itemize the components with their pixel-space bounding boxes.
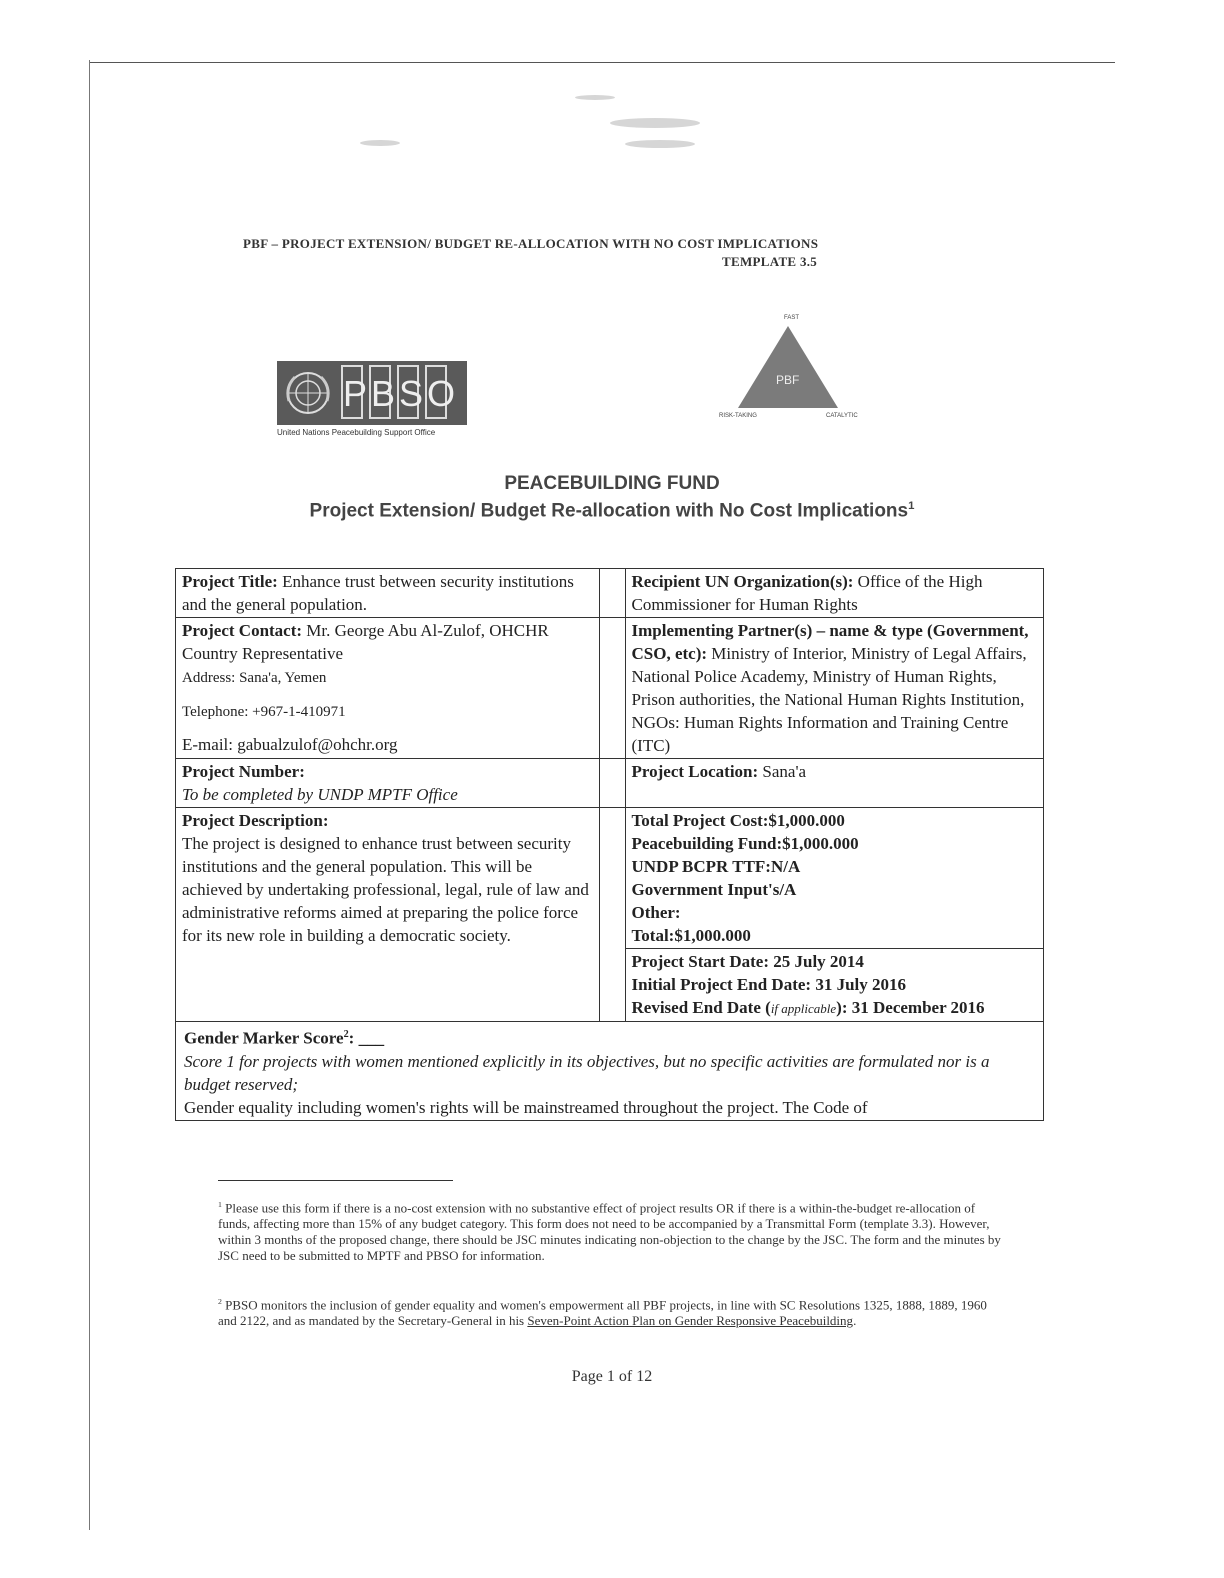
footnote-2-text: PBSO monitors the inclusion of gender equality and women's empowerment all PBF projects, in line with SC Resolutions 1325, 1888, 1889, 1960 and 2122, and as mandated by the Secretary-General in his <box>218 1297 987 1329</box>
document-subtitle-text: Project Extension/ Budget Re-allocation with No Cost Implications <box>309 500 909 522</box>
project-number-label: Project Number: <box>182 762 305 781</box>
recipient-cell <box>625 569 1044 618</box>
contact-address: Address: Sana'a, Yemen <box>182 670 327 686</box>
pbf-logo <box>716 315 866 423</box>
column-spacer <box>599 808 625 1022</box>
project-location-value: Sana'a <box>758 762 807 781</box>
peacebuilding-fund-amount: Peacebuilding Fund:$1,000.000 <box>631 834 859 853</box>
project-number-cell <box>176 759 600 808</box>
project-location-cell <box>625 759 1044 808</box>
pbf-label-left: RISK-TAKING <box>719 413 757 419</box>
document-title: PEACEBUILDING FUND <box>504 473 720 494</box>
project-start-date: Project Start Date: 25 July 2014 <box>631 952 864 971</box>
action-plan-link[interactable]: Seven-Point Action Plan on Gender Responsive Peacebuilding <box>527 1313 854 1329</box>
undp-bcpr-ttf: UNDP BCPR TTF:N/A <box>631 857 801 876</box>
project-contact-cell <box>176 618 600 759</box>
footnote-ref-2: 2 <box>343 1029 349 1040</box>
implementing-partners-label: Implementing Partner(s) – name & type (Government, CSO, etc): <box>631 621 1029 663</box>
scan-left-margin-line <box>89 60 90 1530</box>
table-row <box>176 808 1044 949</box>
government-input: Government Input's/A <box>631 880 797 899</box>
scan-speck <box>610 118 700 128</box>
footnote-ref-1: 1 <box>908 500 915 512</box>
contact-email: E-mail: gabualzulof@ohchr.org <box>182 735 398 754</box>
project-number-value: To be completed by UNDP MPTF Office <box>182 785 458 804</box>
initial-end-date: Initial Project End Date: 31 July 2016 <box>631 975 907 994</box>
recipient-value: Office of the High Commissioner for Human Rights <box>631 572 983 614</box>
un-emblem-icon <box>283 367 333 419</box>
footnote-1-text: Please use this form if there is a no-cost extension with no substantive effect of project results OR if there is a within-the-budget re-allocation of funds, affecting more than 15% of any budget category. This form does not need to be accompanied by a Transmittal Form (template 3.3). However, within 3 months of the proposed change, there should be JSC minutes indicating non-objection to the change by the JSC. The form and the minutes by JSC need to be submitted to MPTF and PBSO for information. <box>218 1200 1001 1264</box>
recipient-label: Recipient UN Organization(s): <box>631 572 854 591</box>
implementing-partners-cell <box>625 618 1044 759</box>
table-row <box>176 618 1044 759</box>
gender-marker-cell <box>176 1022 1044 1121</box>
gender-marker-blank: : ___ <box>348 1028 385 1048</box>
funding-total: Total:$1,000.000 <box>631 926 751 945</box>
gender-score-description: Score 1 for projects with women mentioned explicitly in its objectives, but no specific activities are formulated nor is a budget reserved; <box>184 1051 990 1094</box>
pbf-label-right: CATALYTIC <box>826 413 858 419</box>
pbf-center-label: PBF <box>776 373 800 387</box>
scan-speck <box>625 140 695 148</box>
column-spacer <box>599 759 625 808</box>
column-spacer <box>599 618 625 759</box>
pbso-letter: P <box>341 365 363 419</box>
pbso-letter: O <box>425 365 447 419</box>
contact-telephone: Telephone: +967-1-410971 <box>182 704 346 720</box>
pbso-wordmark <box>341 365 456 419</box>
revised-end-date-label: Revised End Date ( <box>631 998 771 1017</box>
project-dates-cell <box>625 949 1044 1022</box>
project-contact-label: Project Contact: <box>182 621 303 640</box>
scan-speck <box>360 140 400 146</box>
footnote-1 <box>218 1197 1008 1264</box>
project-description-cell <box>176 808 600 1022</box>
template-header-line1: PBF – PROJECT EXTENSION/ BUDGET RE-ALLOCATION WITH NO COST IMPLICATIONS <box>243 236 819 251</box>
footnote-2 <box>218 1294 1008 1329</box>
project-location-label: Project Location: <box>631 762 759 781</box>
column-spacer <box>599 569 625 618</box>
footnote-separator <box>218 1180 453 1181</box>
total-project-cost: Total Project Cost:$1,000.000 <box>631 811 845 830</box>
revised-end-date-value: ): 31 December 2016 <box>836 998 985 1017</box>
project-cost-cell <box>625 808 1044 949</box>
table-row <box>176 569 1044 618</box>
project-description-value: The project is designed to enhance trust between security institutions and the general population. This will be achieved by undertaking professional, legal, rule of law and administrative reforms aimed at preparing the police force for its new role in building a democratic society. <box>182 834 589 945</box>
pbso-letter: B <box>369 365 391 419</box>
project-contact-value: Mr. George Abu Al-Zulof, OHCHR Country Representative <box>182 621 549 663</box>
revised-end-date <box>632 998 985 1017</box>
document-subtitle <box>0 500 1224 522</box>
pbso-caption: United Nations Peacebuilding Support Office <box>277 428 436 437</box>
implementing-partners-value: Ministry of Interior, Ministry of Legal Affairs, National Police Academy, Ministry of Human Rights, Prison authorities, the National Human Rights Institution, NGOs: Human Rights Information and Training Centre (ITC) <box>631 644 1027 755</box>
project-info-table <box>175 568 1044 1121</box>
table-row <box>176 759 1044 808</box>
revised-end-date-note: if applicable <box>770 1001 837 1016</box>
footnote-2-end: . <box>853 1313 857 1329</box>
page-number: Page 1 of 12 <box>571 1368 653 1385</box>
gender-equality-text: Gender equality including women's rights will be mainstreamed throughout the project. The Code of <box>184 1097 868 1117</box>
pbf-triangle-icon <box>738 326 838 408</box>
pbf-label-top: FAST <box>784 315 800 321</box>
scan-top-rule <box>90 62 1115 63</box>
other-funding: Other: <box>631 903 681 922</box>
project-description-label: Project Description: <box>182 811 329 830</box>
footnote-1-number: 1 <box>218 1200 222 1209</box>
project-title-cell <box>176 569 600 618</box>
project-title-label: Project Title: <box>182 572 278 591</box>
pbso-letter: S <box>397 365 419 419</box>
pbso-logo <box>277 361 467 425</box>
scan-speck <box>575 95 615 100</box>
table-row <box>176 1022 1044 1121</box>
gender-marker-label: Gender Marker Score <box>184 1028 344 1048</box>
template-header-line2: TEMPLATE 3.5 <box>722 254 818 269</box>
project-title-value: Enhance trust between security institutions and the general population. <box>182 572 574 614</box>
footnote-2-number: 2 <box>218 1297 222 1306</box>
